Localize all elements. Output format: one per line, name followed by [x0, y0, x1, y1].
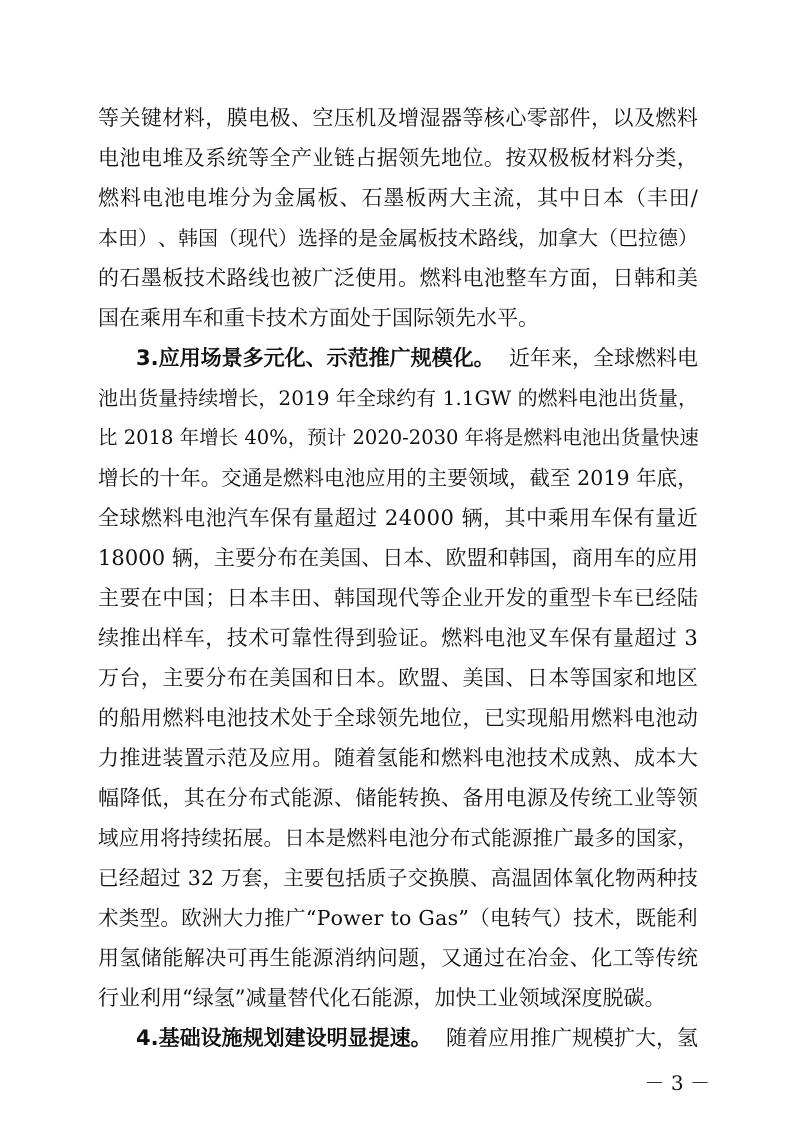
paragraph-line: 的 石 墨 板 技 术 路 线 也 被 广 泛 使 用 。 燃 料 电 池 整 车 方 面 ， 日 韩 和 美 — [98, 266, 698, 290]
page-number: － 3 － — [644, 1071, 710, 1095]
paragraph-line: 增 长 的 十 年 。 交 通 是 燃 料 电 池 应 用 的 主 要 领 域 ， 截 至 2 0 1 9 年 底 ， — [98, 466, 698, 490]
paragraph-line: 电 池 电 堆 及 系 统 等 全 产 业 链 占 据 领 先 地 位 。 按 双 极 板 材 料 分 类 ， — [98, 146, 698, 170]
paragraph-line: 比 2 0 1 8 年 增 长 4 0 % ， 预 计 2 0 2 0 - 2 0 3 0 年 将 是 燃 料 电 池 出 货 量 快 速 — [98, 426, 699, 449]
paragraph-line: 的 船 用 燃 料 电 池 技 术 处 于 全 球 领 先 地 位 ， 已 实 现 船 用 燃 料 电 池 动 — [98, 706, 698, 730]
paragraph-line: 万 台 ， 主 要 分 布 在 美 国 和 日 本 。 欧 盟 、 美 国 、 日 本 等 国 家 和 地 区 — [98, 666, 698, 690]
paragraph-line: 池 出 货 量 持 续 增 长 ， 2 0 1 9 年 全 球 约 有 1 . 1 G W 的 燃 料 电 池 出 货 量 ， — [98, 386, 698, 410]
paragraph-line: 用 氢 储 能 解 决 可 再 生 能 源 消 纳 问 题 ， 又 通 过 在 冶 金 、 化 工 等 传 统 — [98, 946, 698, 970]
paragraph-line: 术 类 型 。 欧 洲 大 力 推 广 “ P o w e r t o G a s ” （ 电 转 气 ） 技 术 ， 既 能 利 — [98, 906, 698, 930]
paragraph-line: 全 球 燃 料 电 池 汽 车 保 有 量 超 过 2 4 0 0 0 辆 ， 其 中 乘 用 车 保 有 量 近 — [98, 506, 698, 530]
paragraph-line: 燃 料 电 池 电 堆 分 为 金 属 板 、 石 墨 板 两 大 主 流 ， 其 中 日 本 （ 丰 田 / — [98, 186, 698, 210]
section-4-heading: 4.基础设施规划建设明显提速。 — [136, 1026, 432, 1050]
paragraph-line: 力 推 进 装 置 示 范 及 应 用 。 随 着 氢 能 和 燃 料 电 池 技 术 成 熟 、 成 本 大 — [98, 746, 698, 770]
paragraph-line: 1 8 0 0 0 辆 ， 主 要 分 布 在 美 国 、 日 本 、 欧 盟 和 韩 国 ， 商 用 车 的 应 用 — [98, 546, 698, 570]
paragraph-line: 续 推 出 样 车 ， 技 术 可 靠 性 得 到 验 证 。 燃 料 电 池 叉 车 保 有 量 超 过 3 — [98, 626, 698, 650]
paragraph-line: 行业利用“绿氢”减量替代化石能源，加快工业领域深度脱碳。 — [98, 986, 666, 1010]
section-3-heading: 3.应用场景多元化、示范推广规模化。 — [136, 346, 495, 370]
paragraph-line: 本 田 ） 、 韩 国 （ 现 代 ） 选 择 的 是 金 属 板 技 术 路 线 ， 加 拿 大 （ 巴 拉 德 ） — [98, 226, 698, 250]
paragraph-line: 已 经 超 过 3 2 万 套 ， 主 要 包 括 质 子 交 换 膜 、 高 温 固 体 氧 化 物 两 种 技 — [98, 866, 698, 890]
section-4-first-line: 4.基础设施规划建设明显提速。 随着应用推广规模扩大，氢 — [136, 1018, 698, 1058]
paragraph-line: 等 关 键 材 料 ， 膜 电 极 、 空 压 机 及 增 湿 器 等 核 心 零 部 件 ， 以 及 燃 料 — [98, 106, 698, 130]
section-3-first-line: 3.应用场景多元化、示范推广规模化。 近年来，全球燃料电 — [136, 338, 698, 378]
paragraph-line: 域 应 用 将 持 续 拓 展 。 日 本 是 燃 料 电 池 分 布 式 能 源 推 广 最 多 的 国 家 ， — [98, 826, 698, 850]
paragraph-line: 主 要 在 中 国 ； 日 本 丰 田 、 韩 国 现 代 等 企 业 开 发 的 重 型 卡 车 已 经 陆 — [98, 586, 698, 610]
paragraph-line: 幅 降 低 ， 其 在 分 布 式 能 源 、 储 能 转 换 、 备 用 电 源 及 传 统 工 业 等 领 — [98, 786, 698, 810]
paragraph-line: 国在乘用车和重卡技术方面处于国际领先水平。 — [98, 306, 539, 330]
